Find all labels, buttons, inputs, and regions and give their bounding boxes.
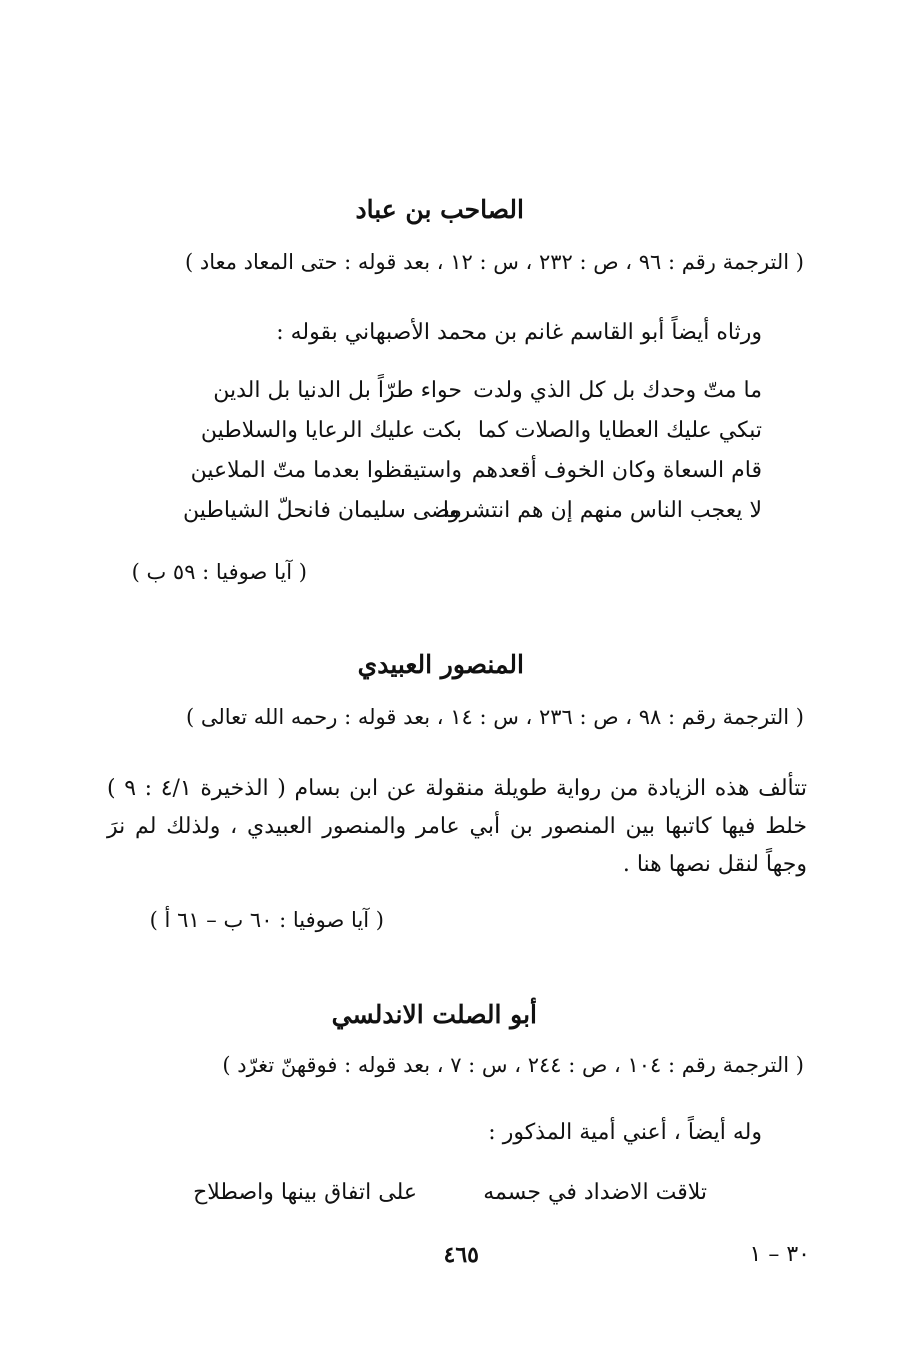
verse-second-hemistich: حواء طرّاً بل الدنيا بل الدين [213, 378, 462, 403]
verse-intro: وله أيضاً ، أعني أمية المذكور : [488, 1120, 762, 1145]
verse-intro: ورثاه أيضاً أبو القاسم غانم بن محمد الأصبهاني بقوله : [276, 320, 762, 345]
verse-first-hemistich: تلاقت الاضداد في جسمه [483, 1180, 707, 1205]
verse-second-hemistich: واستيقظوا بعدما متّ الملاعين [190, 458, 462, 483]
manuscript-folio: ( آيا صوفيا : ٥٩ ب ) [131, 560, 307, 584]
section-title: الصاحب بن عباد [355, 195, 524, 224]
note-paragraph: تتألف هذه الزيادة من رواية طويلة منقولة عن ابن بسام ( الذخيرة ٤/١ : ٩ ) خلط فيها كاتبها بين المنصور بن أبي عامر والمنصور العبيدي ، ولذلك لم نرَ وجهاً لنقل نصها هنا . [107, 776, 808, 877]
verse-first-hemistich: ما متّ وحدك بل كل الذي ولدت [473, 378, 762, 403]
verse-first-hemistich: تبكي عليك العطايا والصلات كما [477, 418, 762, 443]
section-title: المنصور العبيدي [357, 650, 524, 679]
manuscript-folio: ( آيا صوفيا : ٦٠ ب – ٦١ أ ) [149, 908, 384, 932]
verse-first-hemistich: لا يعجب الناس منهم إن هم انتشروا [442, 498, 762, 523]
section-title: أبو الصلت الاندلسي [331, 1000, 537, 1029]
verse-first-hemistich: قام السعاة وكان الخوف أقعدهم [471, 458, 762, 483]
translation-reference: ( الترجمة رقم : ١٠٤ ، ص : ٢٤٤ ، س : ٧ ، بعد قوله : فوقهنّ تغرّد ) [222, 1053, 804, 1077]
page-number: ٤٦٥ [443, 1242, 479, 1268]
translation-reference: ( الترجمة رقم : ٩٨ ، ص : ٢٣٦ ، س : ١٤ ، بعد قوله : رحمه الله تعالى ) [185, 705, 804, 729]
verse-second-hemistich: بكت عليك الرعايا والسلاطين [200, 418, 462, 443]
verse-second-hemistich: مضى سليمان فانحلّ الشياطين [183, 498, 462, 523]
signature-mark: ٣٠ – ١ [749, 1242, 810, 1267]
translation-reference: ( الترجمة رقم : ٩٦ ، ص : ٢٣٢ ، س : ١٢ ، بعد قوله : حتى المعاد معاد ) [185, 250, 804, 274]
verse-second-hemistich: على اتفاق بينها واصطلاح [193, 1180, 417, 1205]
